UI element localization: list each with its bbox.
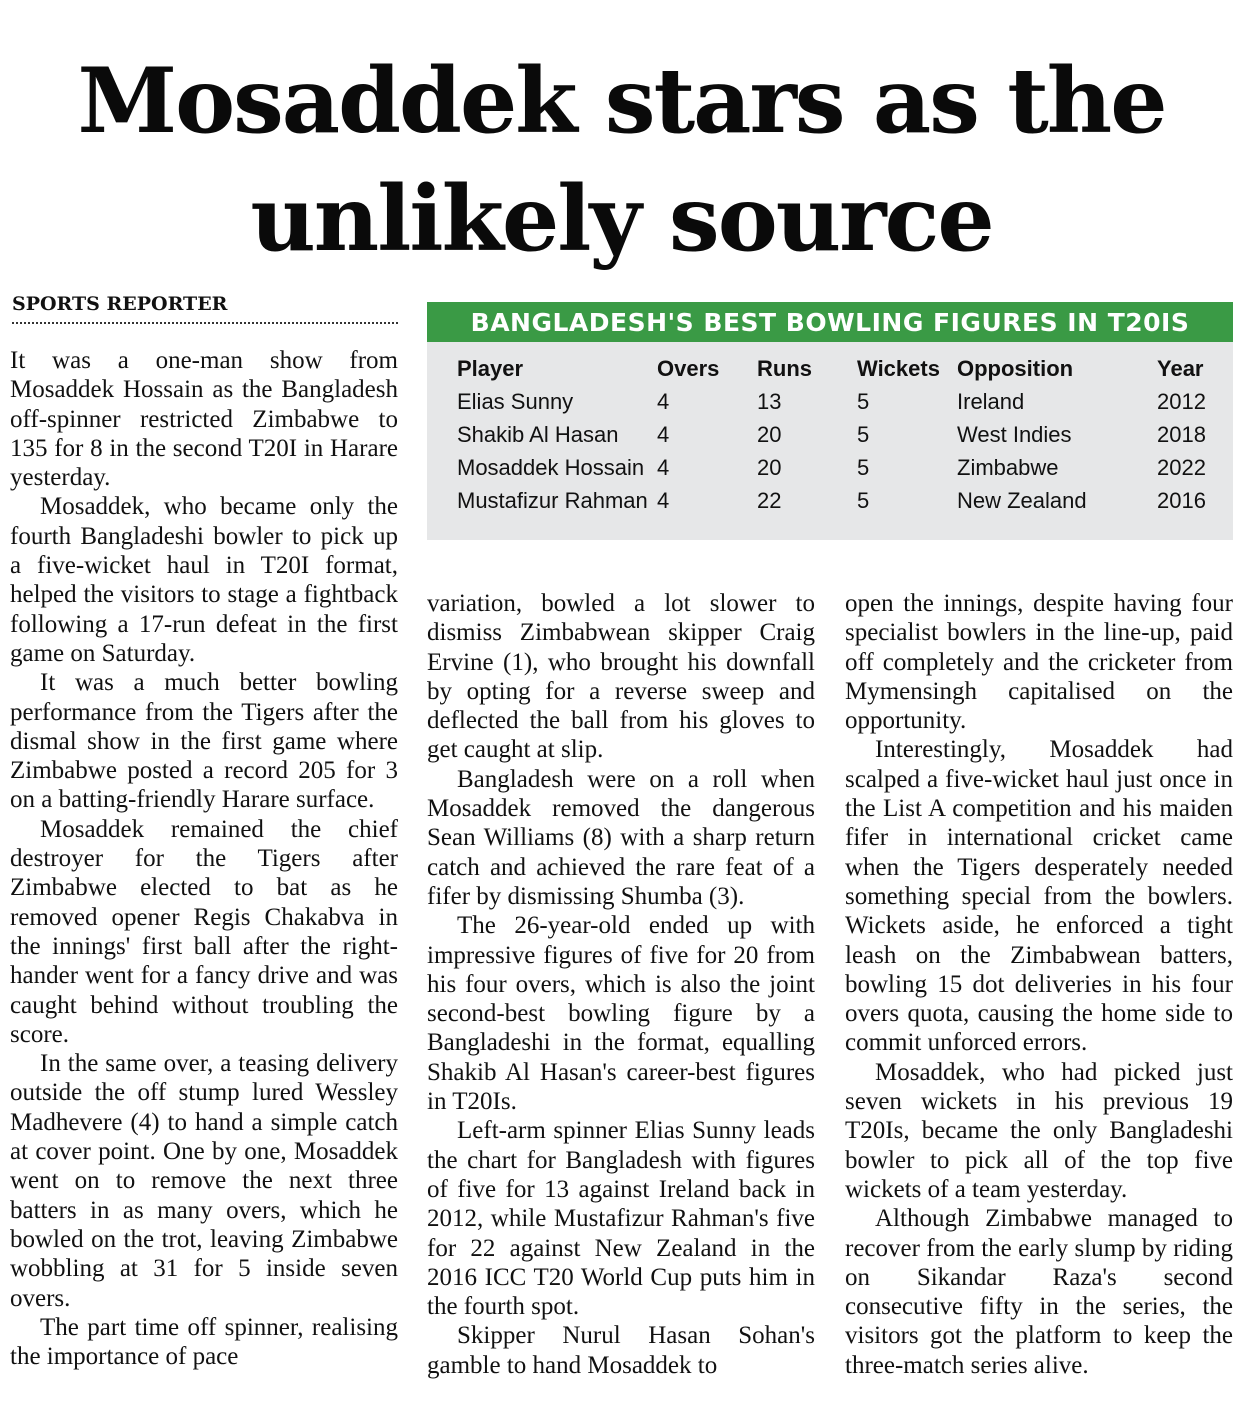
paragraph: The 26-year-old ended up with impressive figures of five for 20 from his four overs, which is also the joint second-best bowling figure by a Bangladeshi in the format, equalling Shakib Al Hasan's career-best figures in T20Is. xyxy=(427,912,815,1116)
col-header-player: Player xyxy=(457,355,524,381)
cell-year: 2016 xyxy=(1157,487,1206,513)
table-row xyxy=(457,451,1217,484)
col-header-overs: Overs xyxy=(657,355,720,381)
col-header-wickets: Wickets xyxy=(857,355,940,381)
cell-overs: 4 xyxy=(657,388,670,414)
bowling-figures-table xyxy=(457,352,1217,517)
table-row xyxy=(457,484,1217,517)
cell-player: Shakib Al Hasan xyxy=(457,421,619,447)
article-column-2 xyxy=(427,589,815,1380)
cell-runs: 13 xyxy=(757,388,782,414)
col-header-runs: Runs xyxy=(757,355,812,381)
cell-wickets: 5 xyxy=(857,388,870,414)
bowling-figures-table-box xyxy=(427,302,1233,540)
cell-runs: 22 xyxy=(757,487,782,513)
paragraph: Although Zimbabwe managed to recover from the early slump by riding on Sikandar Raza's second consecutive fifty in the series, the visitors got the platform to keep the three-match series alive. xyxy=(845,1205,1233,1379)
paragraph: Mosaddek, who became only the fourth Bangladeshi bowler to pick up a five-wicket haul in T20I format, helped the visitors to stage a fightback following a 17-run defeat in the first game on Saturday. xyxy=(10,493,398,667)
cell-overs: 4 xyxy=(657,487,670,513)
cell-overs: 4 xyxy=(657,421,670,447)
table-row xyxy=(457,418,1217,451)
cell-year: 2022 xyxy=(1157,454,1206,480)
paragraph: Skipper Nurul Hasan Sohan's gamble to hand Mosaddek to xyxy=(427,1322,815,1379)
paragraph: Bangladesh were on a roll when Mosaddek removed the dangerous Sean Williams (8) with a sharp return catch and achieved the rare feat of a fifer by dismissing Shumba (3). xyxy=(427,765,815,910)
paragraph: variation, bowled a lot slower to dismiss Zimbabwean skipper Craig Ervine (1), who brought his downfall by opting for a reverse sweep and deflected the ball from his gloves to get caught at slip. xyxy=(427,590,815,764)
cell-opposition: New Zealand xyxy=(957,487,1087,513)
paragraph: Mosaddek remained the chief destroyer for the Tigers after Zimbabwe elected to bat as he removed opener Regis Chakabva in the innings' first ball after the right-hander went for a fancy drive and was caught behind without troubling the score. xyxy=(10,815,398,1048)
cell-year: 2012 xyxy=(1157,388,1206,414)
table-row xyxy=(457,385,1217,418)
paragraph: It was a one-man show from Mosaddek Hossain as the Bangladesh off-spinner restricted Zimbabwe to 135 for 8 in the second T20I in Harare yesterday. xyxy=(10,347,398,492)
table-header-row xyxy=(457,352,1217,385)
paragraph: open the innings, despite having four specialist bowlers in the line-up, paid off completely and the cricketer from Mymensingh capitalised on the opportunity. xyxy=(845,590,1233,735)
cell-opposition: Zimbabwe xyxy=(957,454,1059,480)
paragraph: In the same over, a teasing delivery outside the off stump lured Wessley Madhevere (4) to hand a simple catch at cover point. One by one, Mosaddek went on to remove the next three batters in as many overs, which he bowled on the trot, leaving Zimbabwe wobbling at 31 for 5 inside seven overs. xyxy=(10,1050,398,1312)
headline: Mosaddek stars as the unlikely source xyxy=(77,48,1166,272)
cell-wickets: 5 xyxy=(857,454,870,480)
paragraph: Left-arm spinner Elias Sunny leads the chart for Bangladesh with figures of five for 13 against Ireland back in 2012, while Mustafizur Rahman's five for 22 against New Zealand in the 2016 ICC T20 World Cup puts him in the fourth spot. xyxy=(427,1117,815,1321)
col-header-opposition: Opposition xyxy=(957,355,1074,381)
cell-opposition: Ireland xyxy=(957,388,1025,414)
cell-player: Mosaddek Hossain xyxy=(457,454,645,480)
paragraph: It was a much better bowling performance from the Tigers after the dismal show in the first game where Zimbabwe posted a record 205 for 3 on a batting-friendly Harare surface. xyxy=(10,669,398,814)
cell-wickets: 5 xyxy=(857,421,870,447)
paragraph: The part time off spinner, realising the importance of pace xyxy=(10,1313,398,1371)
cell-year: 2018 xyxy=(1157,421,1206,447)
col-header-year: Year xyxy=(1157,355,1204,381)
article-column-1 xyxy=(10,346,398,1371)
cell-player: Elias Sunny xyxy=(457,388,574,414)
cell-runs: 20 xyxy=(757,454,782,480)
table-title: BANGLADESH'S BEST BOWLING FIGURES IN T20IS xyxy=(427,302,1233,342)
cell-wickets: 5 xyxy=(857,487,870,513)
cell-opposition: West Indies xyxy=(957,421,1072,447)
byline: SPORTS REPORTER xyxy=(12,290,398,324)
cell-player: Mustafizur Rahman xyxy=(457,487,648,513)
article-column-3 xyxy=(845,589,1233,1380)
paragraph: Mosaddek, who had picked just seven wickets in his previous 19 T20Is, became the only Bangladeshi bowler to pick all of the top five wickets of a team yesterday. xyxy=(845,1058,1233,1203)
paragraph: Interestingly, Mosaddek had scalped a five-wicket haul just once in the List A competition and his maiden fifer in international cricket came when the Tigers desperately needed something special from the bowlers. Wickets aside, he enforced a tight leash on the Zimbabwean batters, bowling 15 dot deliveries in his four overs quota, causing the home side to commit unforced errors. xyxy=(845,736,1233,1057)
cell-overs: 4 xyxy=(657,454,670,480)
cell-runs: 20 xyxy=(757,421,782,447)
